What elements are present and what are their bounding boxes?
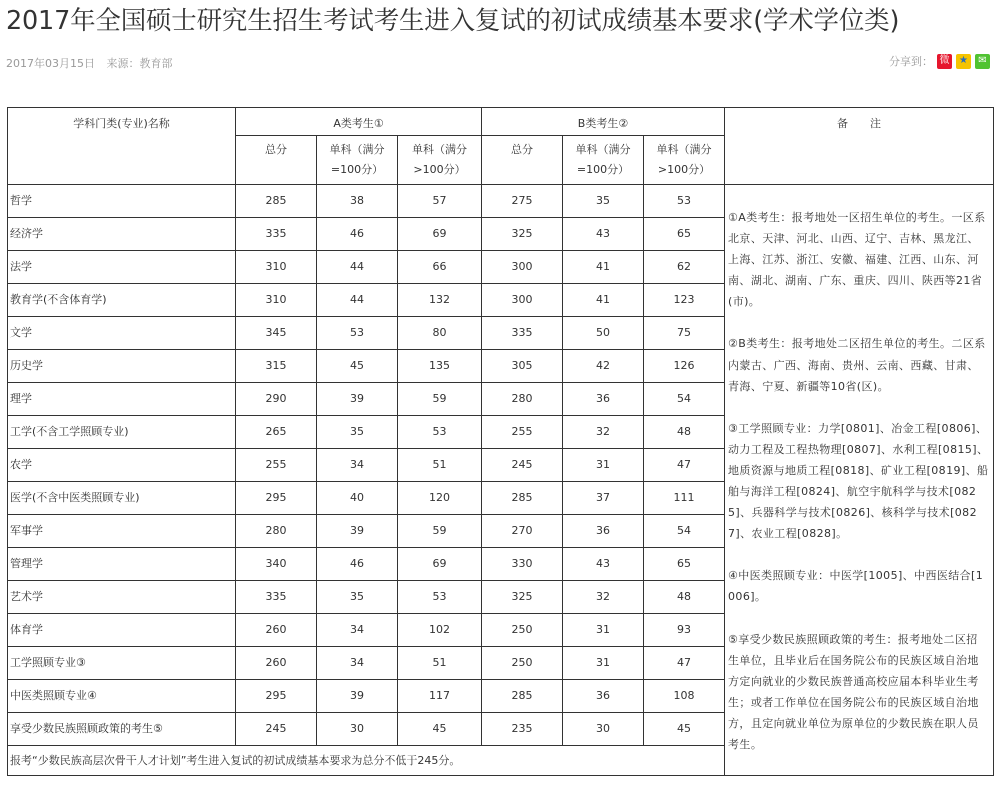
subject-name-cell: 教育学(不含体育学) — [8, 284, 236, 317]
b-total-cell: 325 — [482, 218, 563, 251]
a-single-gt100-cell: 135 — [398, 350, 482, 383]
a-single-gt100-cell: 45 — [398, 713, 482, 746]
a-single-100-cell: 35 — [317, 581, 398, 614]
remark-note: ①A类考生：报考地处一区招生单位的考生。一区系北京、天津、河北、山西、辽宁、吉林、黑龙江、上海、江苏、浙江、安徽、福建、江西、山东、河南、湖北、湖南、广东、重庆、四川、陕西等21省(市)。 — [728, 211, 986, 309]
b-single-gt100-cell: 65 — [644, 218, 725, 251]
a-total-cell: 335 — [236, 218, 317, 251]
b-total-cell: 245 — [482, 449, 563, 482]
b-total-cell: 325 — [482, 581, 563, 614]
b-single-100-cell: 31 — [563, 614, 644, 647]
a-single-gt100-cell: 59 — [398, 515, 482, 548]
a-single-100-cell: 53 — [317, 317, 398, 350]
b-single-100-cell: 32 — [563, 416, 644, 449]
b-total-cell: 250 — [482, 614, 563, 647]
b-total-cell: 280 — [482, 383, 563, 416]
subject-name-cell: 艺术学 — [8, 581, 236, 614]
subject-name-cell: 法学 — [8, 251, 236, 284]
b-total-cell: 330 — [482, 548, 563, 581]
article-source: 来源：教育部 — [106, 57, 173, 70]
a-single-100-cell: 38 — [317, 185, 398, 218]
b-single-100-cell: 42 — [563, 350, 644, 383]
share-label: 分享到： — [889, 55, 933, 68]
a-single-gt100-cell: 102 — [398, 614, 482, 647]
b-total-cell: 255 — [482, 416, 563, 449]
remark-note: ③工学照顾专业：力学[0801]、冶金工程[0806]、动力工程及工程热物理[0807]、水利工程[0815]、地质资源与地质工程[0818]、矿业工程[0819]、船舶与海洋工程[0824]、航空宇航科学与技术[0825]、兵器科学与技术[0826]、核科学与技术[0827]、农业工程[0828]。 — [728, 421, 989, 541]
b-single-100-cell: 30 — [563, 713, 644, 746]
b-total-cell: 275 — [482, 185, 563, 218]
wechat-icon[interactable]: ✉ — [975, 54, 990, 69]
b-single-100-cell: 41 — [563, 284, 644, 317]
subject-name-cell: 中医类照顾专业④ — [8, 680, 236, 713]
b-total-cell: 285 — [482, 482, 563, 515]
b-total-cell: 300 — [482, 251, 563, 284]
subject-name-cell: 体育学 — [8, 614, 236, 647]
a-single-100-header: 单科（满分=100分） — [317, 136, 398, 185]
a-single-gt100-cell: 51 — [398, 449, 482, 482]
remarks-header: 备 注 — [725, 108, 994, 185]
a-single-100-cell: 46 — [317, 548, 398, 581]
b-single-100-cell: 36 — [563, 680, 644, 713]
a-total-cell: 295 — [236, 482, 317, 515]
b-single-gt100-cell: 108 — [644, 680, 725, 713]
a-single-gt100-cell: 59 — [398, 383, 482, 416]
a-single-100-cell: 45 — [317, 350, 398, 383]
a-single-100-cell: 46 — [317, 218, 398, 251]
b-total-cell: 235 — [482, 713, 563, 746]
b-single-100-cell: 31 — [563, 647, 644, 680]
a-total-cell: 285 — [236, 185, 317, 218]
a-single-100-cell: 34 — [317, 647, 398, 680]
subject-name-cell: 工学(不含工学照顾专业) — [8, 416, 236, 449]
a-single-gt100-cell: 132 — [398, 284, 482, 317]
a-single-100-cell: 34 — [317, 449, 398, 482]
a-single-gt100-cell: 69 — [398, 218, 482, 251]
subject-name-cell: 历史学 — [8, 350, 236, 383]
b-single-gt100-cell: 93 — [644, 614, 725, 647]
b-single-gt100-cell: 65 — [644, 548, 725, 581]
a-single-100-cell: 39 — [317, 680, 398, 713]
b-single-100-cell: 31 — [563, 449, 644, 482]
remarks-cell — [725, 185, 994, 776]
share-bar — [889, 53, 990, 69]
a-single-gt100-cell: 51 — [398, 647, 482, 680]
b-single-100-cell: 43 — [563, 548, 644, 581]
b-single-gt100-cell: 75 — [644, 317, 725, 350]
a-single-100-cell: 40 — [317, 482, 398, 515]
remark-note: ④中医类照顾专业：中医学[1005]、中西医结合[1006]。 — [728, 569, 984, 604]
table-row — [8, 185, 994, 218]
b-single-100-cell: 37 — [563, 482, 644, 515]
subject-name-cell: 医学(不含中医类照顾专业) — [8, 482, 236, 515]
a-single-gt100-cell: 80 — [398, 317, 482, 350]
subject-name-cell: 哲学 — [8, 185, 236, 218]
b-single-100-cell: 43 — [563, 218, 644, 251]
a-single-gt100-cell: 57 — [398, 185, 482, 218]
a-total-cell: 255 — [236, 449, 317, 482]
a-total-cell: 265 — [236, 416, 317, 449]
b-single-gt100-cell: 45 — [644, 713, 725, 746]
article-meta — [6, 55, 181, 71]
subject-name-cell: 文学 — [8, 317, 236, 350]
a-single-gt100-cell: 53 — [398, 581, 482, 614]
b-single-100-cell: 36 — [563, 515, 644, 548]
publish-date: 2017年03月15日 — [6, 57, 95, 70]
b-total-cell: 300 — [482, 284, 563, 317]
b-single-gt100-cell: 62 — [644, 251, 725, 284]
a-total-cell: 310 — [236, 284, 317, 317]
a-total-cell: 315 — [236, 350, 317, 383]
a-total-cell: 345 — [236, 317, 317, 350]
b-single-gt100-cell: 47 — [644, 647, 725, 680]
subject-name-cell: 农学 — [8, 449, 236, 482]
b-single-100-cell: 35 — [563, 185, 644, 218]
a-single-100-cell: 30 — [317, 713, 398, 746]
table-footnote: 报考“少数民族高层次骨干人才计划”考生进入复试的初试成绩基本要求为总分不低于245分。 — [8, 746, 725, 776]
b-total-cell: 335 — [482, 317, 563, 350]
b-single-100-cell: 32 — [563, 581, 644, 614]
a-single-100-cell: 44 — [317, 284, 398, 317]
a-single-gt100-header: 单科（满分>100分） — [398, 136, 482, 185]
b-single-gt100-cell: 54 — [644, 515, 725, 548]
a-total-cell: 340 — [236, 548, 317, 581]
a-total-cell: 260 — [236, 614, 317, 647]
b-single-gt100-cell: 48 — [644, 416, 725, 449]
b-single-gt100-cell: 53 — [644, 185, 725, 218]
b-single-100-cell: 41 — [563, 251, 644, 284]
b-total-cell: 285 — [482, 680, 563, 713]
a-total-cell: 260 — [236, 647, 317, 680]
a-single-100-cell: 39 — [317, 515, 398, 548]
a-total-cell: 335 — [236, 581, 317, 614]
b-single-gt100-cell: 126 — [644, 350, 725, 383]
weibo-icon[interactable]: 微 — [937, 54, 952, 69]
b-single-100-cell: 36 — [563, 383, 644, 416]
b-single-gt100-cell: 48 — [644, 581, 725, 614]
b-total-header: 总分 — [482, 136, 563, 185]
subject-name-cell: 管理学 — [8, 548, 236, 581]
a-single-gt100-cell: 69 — [398, 548, 482, 581]
a-single-100-cell: 35 — [317, 416, 398, 449]
a-single-100-cell: 34 — [317, 614, 398, 647]
a-single-gt100-cell: 66 — [398, 251, 482, 284]
b-total-cell: 305 — [482, 350, 563, 383]
b-total-cell: 250 — [482, 647, 563, 680]
a-total-cell: 310 — [236, 251, 317, 284]
a-total-cell: 290 — [236, 383, 317, 416]
b-single-100-cell: 50 — [563, 317, 644, 350]
a-total-cell: 245 — [236, 713, 317, 746]
qzone-icon[interactable]: ★ — [956, 54, 971, 69]
b-single-gt100-cell: 111 — [644, 482, 725, 515]
b-single-gt100-header: 单科（满分>100分） — [644, 136, 725, 185]
remark-note: ⑤享受少数民族照顾政策的考生：报考地处二区招生单位，且毕业后在国务院公布的民族区域自治地方定向就业的少数民族普通高校应届本科毕业生考生；或者工作单位在国务院公布的民族区域自治地方，且定向就业单位为原单位的少数民族在职人员考生。 — [728, 632, 979, 751]
a-single-gt100-cell: 53 — [398, 416, 482, 449]
a-total-header: 总分 — [236, 136, 317, 185]
a-single-gt100-cell: 117 — [398, 680, 482, 713]
subject-name-cell: 经济学 — [8, 218, 236, 251]
remark-note: ②B类考生：报考地处二区招生单位的考生。二区系内蒙古、广西、海南、贵州、云南、西藏、甘肃、青海、宁夏、新疆等10省(区)。 — [728, 337, 986, 393]
group-b-header: B类考生② — [482, 108, 725, 136]
subject-header: 学科门类(专业)名称 — [8, 108, 236, 185]
a-single-100-cell: 39 — [317, 383, 398, 416]
subject-name-cell: 工学照顾专业③ — [8, 647, 236, 680]
subject-name-cell: 军事学 — [8, 515, 236, 548]
b-single-gt100-cell: 54 — [644, 383, 725, 416]
a-total-cell: 280 — [236, 515, 317, 548]
a-total-cell: 295 — [236, 680, 317, 713]
subject-name-cell: 理学 — [8, 383, 236, 416]
page-title: 2017年全国硕士研究生招生考试考生进入复试的初试成绩基本要求(学术学位类) — [6, 6, 900, 36]
score-requirements-table — [7, 107, 994, 776]
a-single-gt100-cell: 120 — [398, 482, 482, 515]
a-single-100-cell: 44 — [317, 251, 398, 284]
subject-name-cell: 享受少数民族照顾政策的考生⑤ — [8, 713, 236, 746]
group-a-header: A类考生① — [236, 108, 482, 136]
b-single-gt100-cell: 47 — [644, 449, 725, 482]
b-single-gt100-cell: 123 — [644, 284, 725, 317]
b-single-100-header: 单科（满分=100分） — [563, 136, 644, 185]
b-total-cell: 270 — [482, 515, 563, 548]
